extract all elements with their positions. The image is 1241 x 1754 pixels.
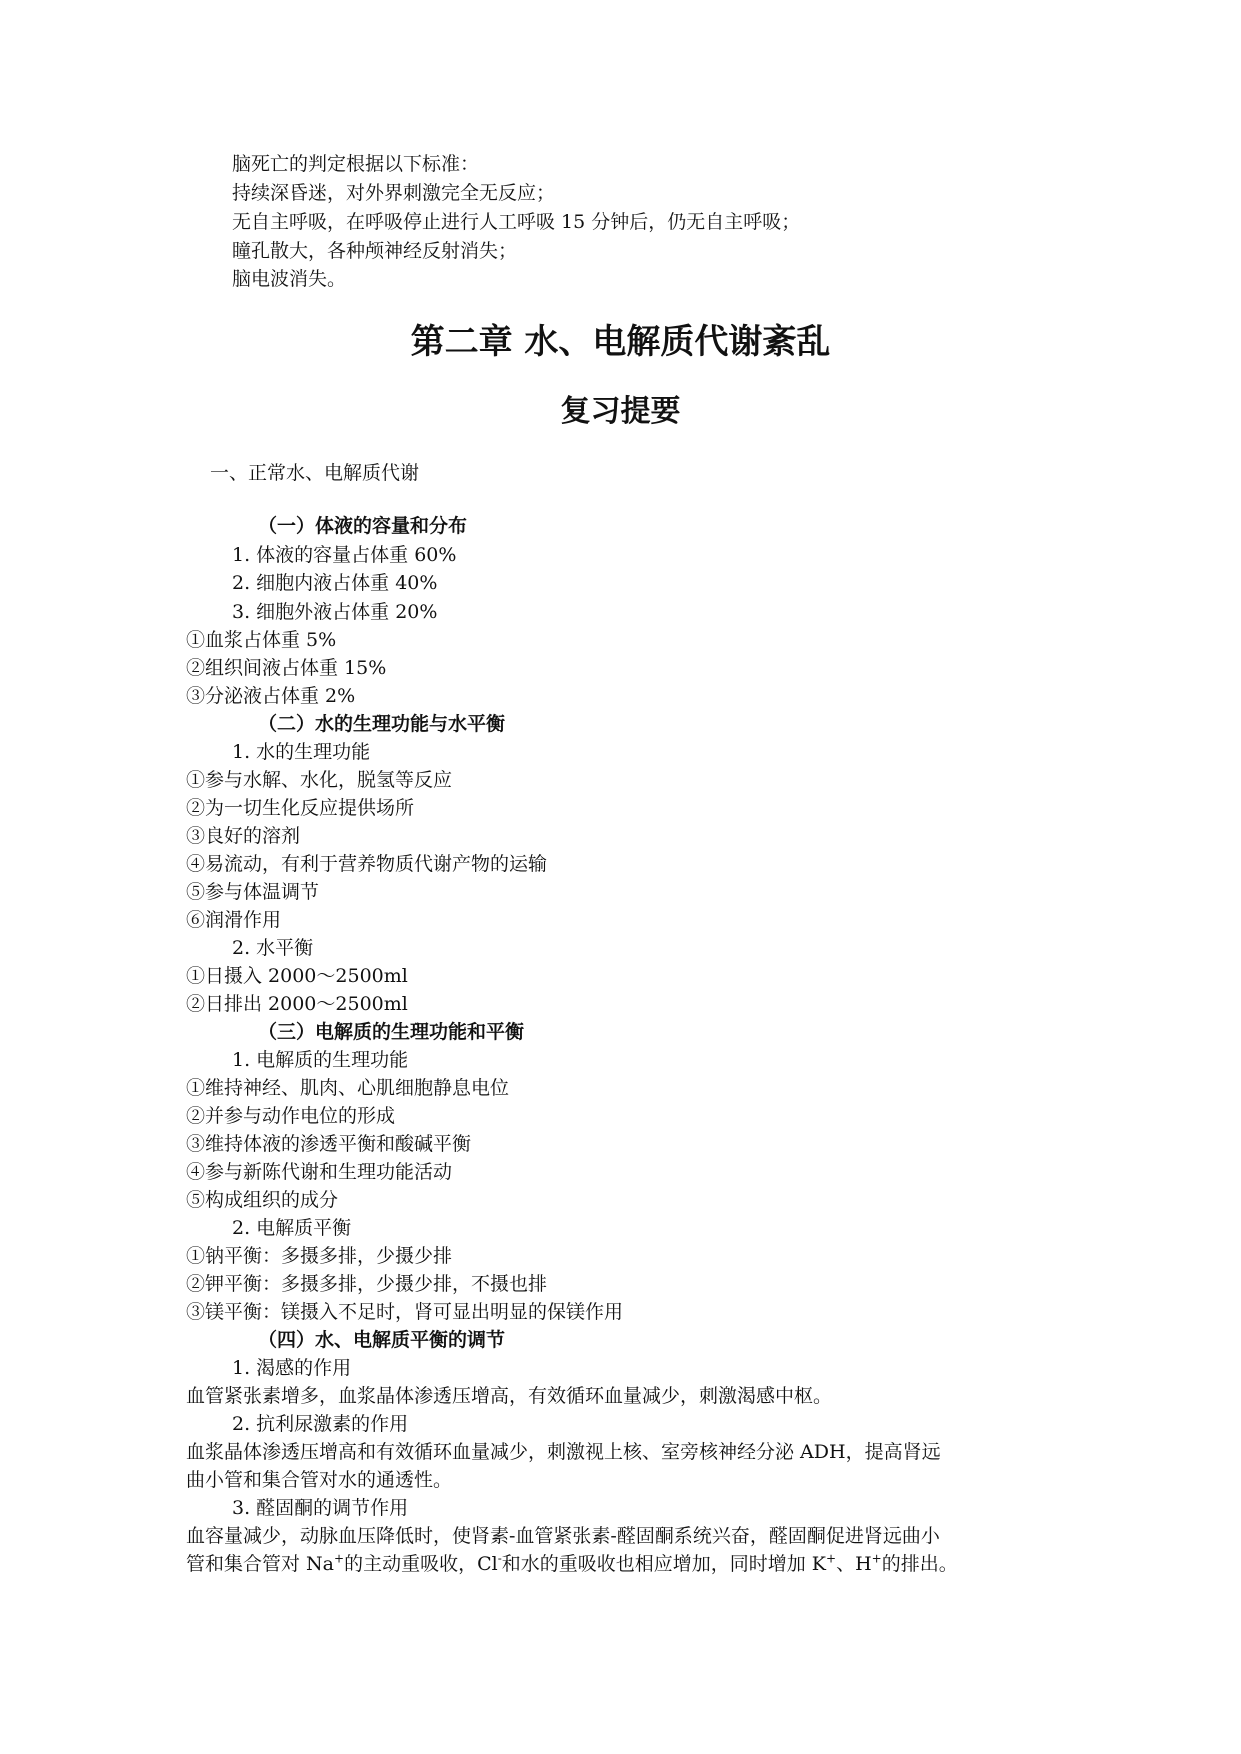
- list-item: 3. 细胞外液占体重 20%: [232, 601, 438, 623]
- subsection-title: （三）电解质的生理功能和平衡: [258, 1021, 525, 1043]
- sub-item: ③维持体液的渗透平衡和酸碱平衡: [186, 1133, 472, 1155]
- sub-item: ②钾平衡：多摄多排，少摄少排，不摄也排: [186, 1273, 548, 1295]
- list-item: 1. 电解质的生理功能: [232, 1049, 409, 1071]
- paragraph-line: 血浆晶体渗透压增高和有效循环血量减少，刺激视上核、室旁核神经分泌 ADH，提高肾远: [186, 1441, 941, 1463]
- superscript: +: [826, 1551, 837, 1566]
- sub-item: ①参与水解、水化，脱氢等反应: [186, 769, 453, 791]
- text-run: 和水的重吸收也相应增加，同时增加 K: [501, 1553, 826, 1575]
- list-item: 1. 渴感的作用: [232, 1357, 352, 1379]
- sub-item: ②并参与动作电位的形成: [186, 1105, 396, 1127]
- intro-line: 持续深昏迷，对外界刺激完全无反应；: [232, 182, 556, 204]
- sub-item: ③良好的溶剂: [186, 825, 301, 847]
- chapter-title: 第二章 水、电解质代谢紊乱: [410, 322, 831, 362]
- list-item: 2. 水平衡: [232, 937, 314, 959]
- sub-item: ⑤参与体温调节: [186, 881, 320, 903]
- superscript: +: [871, 1551, 882, 1566]
- sub-item: ②日排出 2000～2500ml: [186, 993, 408, 1015]
- text-run: 的主动重吸收，Cl: [344, 1553, 498, 1575]
- sub-item: ⑤构成组织的成分: [186, 1189, 339, 1211]
- sub-item: ③镁平衡：镁摄入不足时，肾可显出明显的保镁作用: [186, 1301, 624, 1323]
- paragraph-line: 血管紧张素增多，血浆晶体渗透压增高，有效循环血量减少，刺激渴感中枢。: [186, 1385, 833, 1407]
- section-title: 复习提要: [560, 394, 681, 429]
- intro-line: 无自主呼吸，在呼吸停止进行人工呼吸 15 分钟后，仍无自主呼吸；: [232, 211, 801, 233]
- paragraph-line: [186, 1552, 958, 1576]
- intro-line: 脑电波消失。: [232, 268, 347, 290]
- list-item: 2. 抗利尿激素的作用: [232, 1413, 409, 1435]
- text-run: 管和集合管对 Na: [186, 1553, 334, 1575]
- list-item: 1. 体液的容量占体重 60%: [232, 544, 457, 566]
- superscript: -: [497, 1551, 502, 1566]
- paragraph-line: 曲小管和集合管对水的通透性。: [186, 1469, 453, 1491]
- sub-item: ⑥润滑作用: [186, 909, 282, 931]
- sub-item: ①钠平衡：多摄多排，少摄少排: [186, 1245, 453, 1267]
- subsection-title: （一）体液的容量和分布: [258, 515, 468, 537]
- intro-line: 脑死亡的判定根据以下标准：: [232, 153, 480, 175]
- list-item: 3. 醛固酮的调节作用: [232, 1497, 409, 1519]
- part-heading: 一、正常水、电解质代谢: [210, 462, 420, 484]
- text-run: 的排出。: [881, 1553, 958, 1575]
- sub-item: ②组织间液占体重 15%: [186, 657, 387, 679]
- paragraph-line: 血容量减少，动脉血压降低时，使肾素-血管紧张素-醛固酮系统兴奋，醛固酮促进肾远曲小: [186, 1525, 940, 1547]
- sub-item: ①日摄入 2000～2500ml: [186, 965, 408, 987]
- sub-item: ④参与新陈代谢和生理功能活动: [186, 1161, 453, 1183]
- sub-item: ②为一切生化反应提供场所: [186, 797, 415, 819]
- list-item: 1. 水的生理功能: [232, 741, 371, 763]
- sub-item: ①维持神经、肌肉、心肌细胞静息电位: [186, 1077, 510, 1099]
- sub-item: ③分泌液占体重 2%: [186, 685, 356, 707]
- intro-line: 瞳孔散大，各种颅神经反射消失；: [232, 240, 518, 262]
- sub-item: ①血浆占体重 5%: [186, 629, 337, 651]
- list-item: 2. 细胞内液占体重 40%: [232, 572, 438, 594]
- list-item: 2. 电解质平衡: [232, 1217, 352, 1239]
- subsection-title: （二）水的生理功能与水平衡: [258, 713, 506, 735]
- sub-item: ④易流动，有利于营养物质代谢产物的运输: [186, 853, 548, 875]
- subsection-title: （四）水、电解质平衡的调节: [258, 1329, 506, 1351]
- text-run: 、H: [836, 1553, 872, 1575]
- superscript: +: [334, 1551, 345, 1566]
